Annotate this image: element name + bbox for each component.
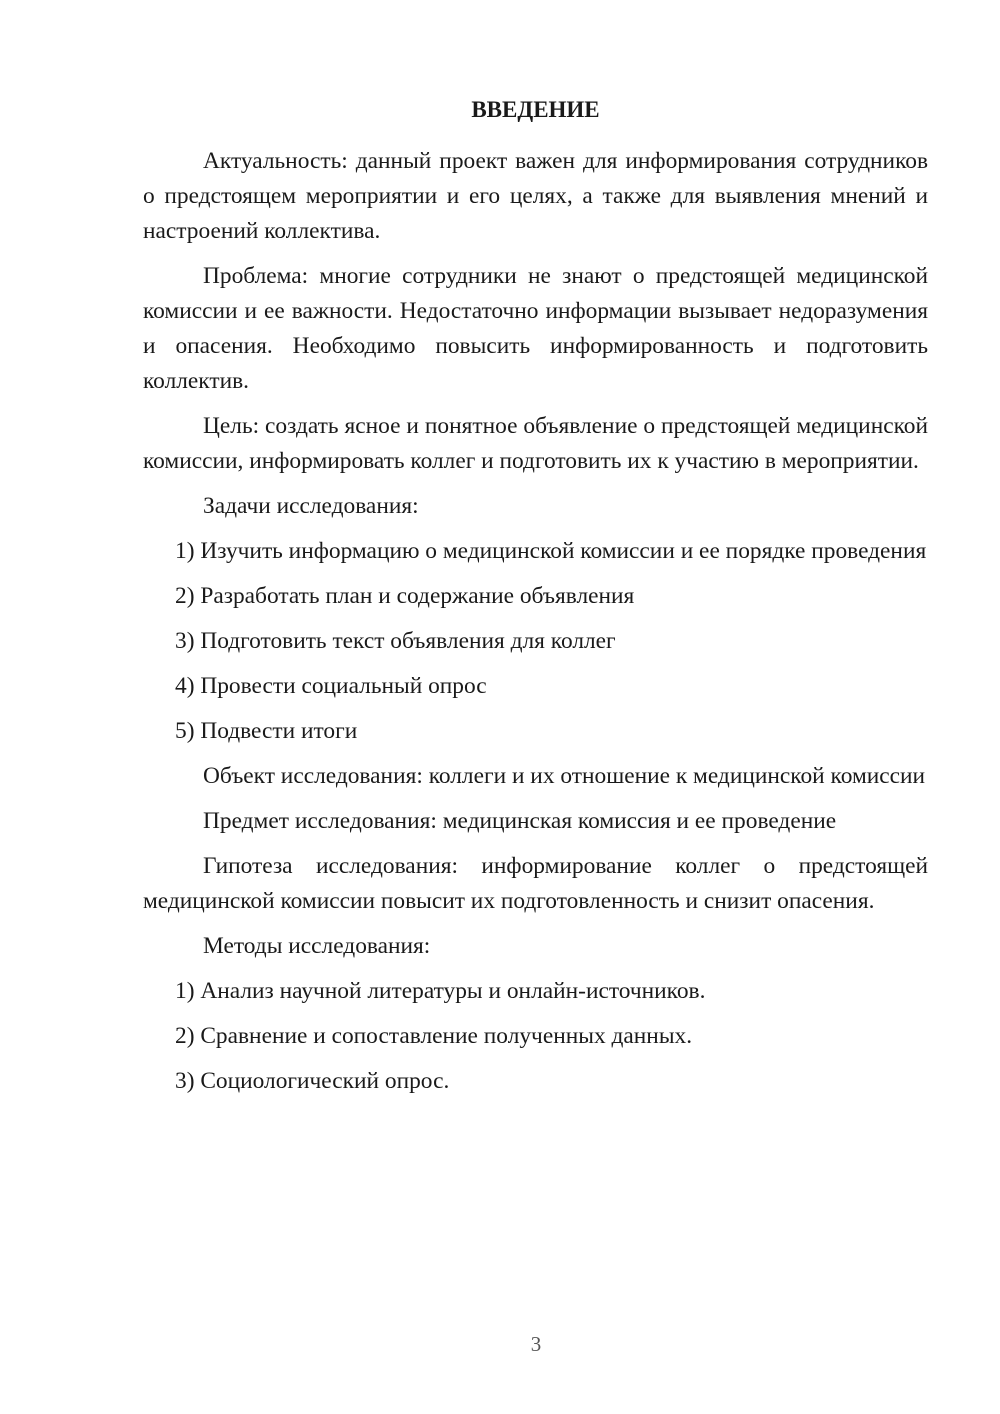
method-item-3: 3) Социологический опрос. [175, 1068, 450, 1094]
methods-heading: Методы исследования: [203, 933, 431, 959]
tasks-list [143, 534, 928, 749]
hypothesis-paragraph: Гипотеза исследования: информирование коллег о предстоящей медицинской комиссии повысит их подготовленность и снизит опасения. [143, 853, 928, 914]
page-number: 3 [530, 1332, 542, 1356]
subject-paragraph: Предмет исследования: медицинская комиссия и ее проведение [203, 808, 837, 834]
task-item-3: 3) Подготовить текст объявления для коллег [175, 628, 616, 654]
task-item-5: 5) Подвести итоги [175, 718, 358, 744]
object-paragraph: Объект исследования: коллеги и их отношение к медицинской комиссии [203, 763, 926, 789]
method-item-2: 2) Сравнение и сопоставление полученных данных. [175, 1023, 693, 1049]
section-title: ВВЕДЕНИЕ [471, 97, 600, 122]
page-content [143, 95, 928, 1109]
method-item-1: 1) Анализ научной литературы и онлайн-источников. [175, 978, 706, 1004]
relevance-paragraph: Актуальность: данный проект важен для информирования сотрудников о предстоящем мероприятии и его целях, а также для выявления мнений и настроений коллектива. [143, 148, 928, 244]
goal-paragraph: Цель: создать ясное и понятное объявление о предстоящей медицинской комиссии, информировать коллег и подготовить их к участию в мероприятии. [143, 413, 928, 474]
tasks-heading: Задачи исследования: [203, 493, 419, 519]
methods-list [143, 974, 928, 1099]
problem-paragraph: Проблема: многие сотрудники не знают о предстоящей медицинской комиссии и ее важности. Недостаточно информации вызывает недоразумения и опасения. Необходимо повысить информированность и подготовить коллектив. [143, 263, 928, 394]
task-item-2: 2) Разработать план и содержание объявления [175, 583, 635, 609]
task-item-1: 1) Изучить информацию о медицинской комиссии и ее порядке проведения [175, 538, 927, 564]
task-item-4: 4) Провести социальный опрос [175, 673, 487, 699]
